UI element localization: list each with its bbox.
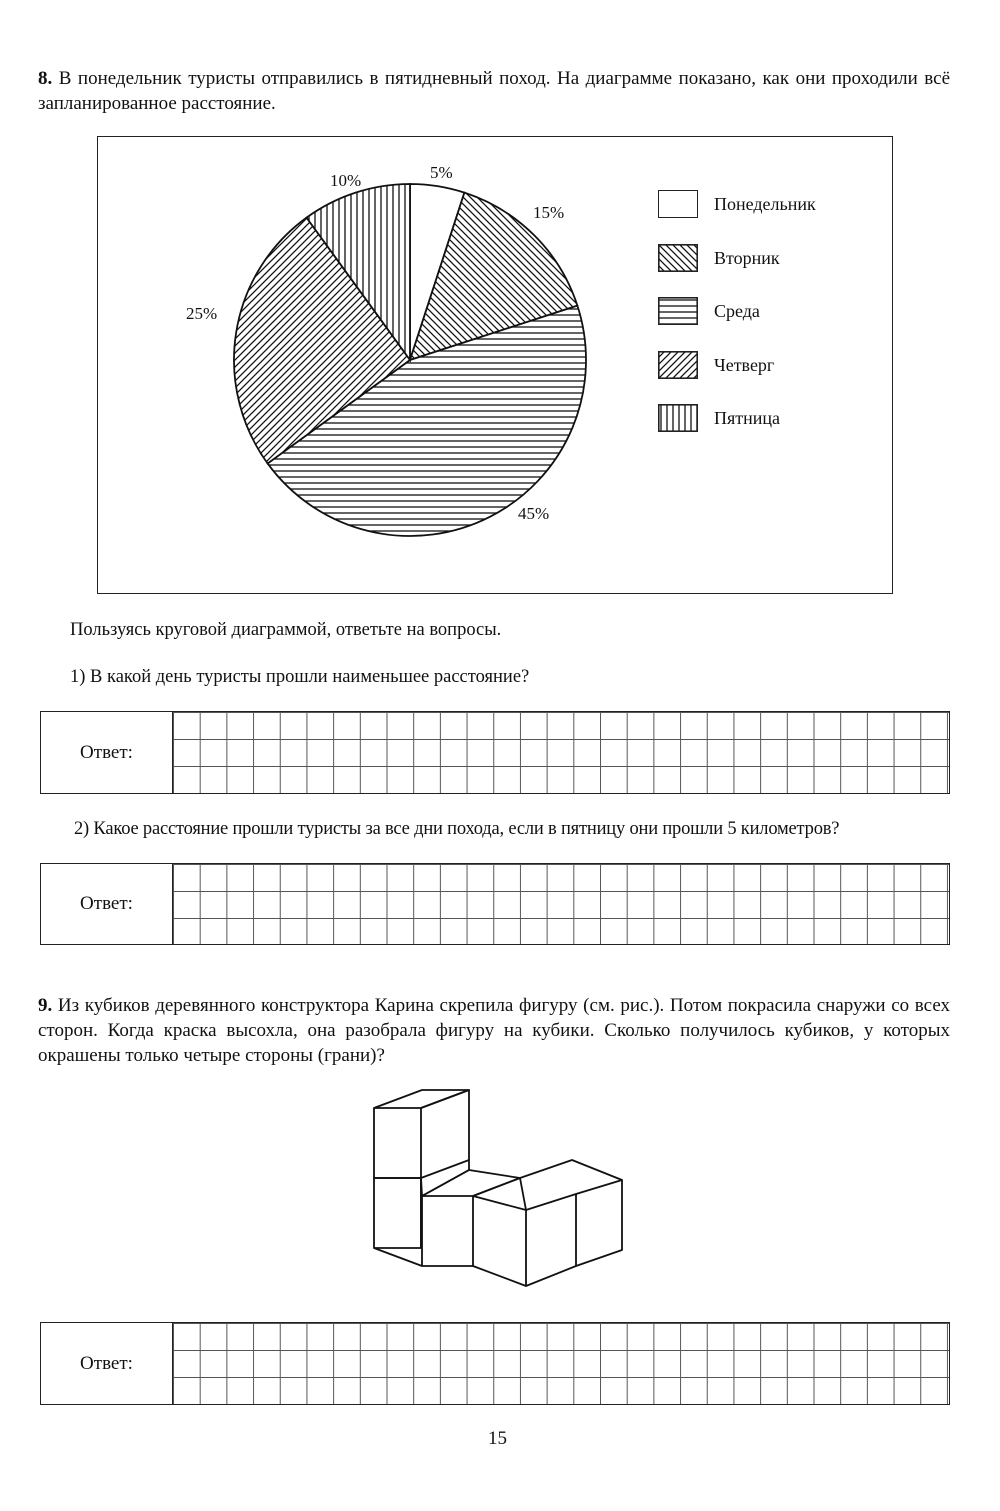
pie-label-thursday: 25% [186, 304, 218, 323]
answer-label-3: Ответ: [41, 1323, 173, 1404]
task8-instruction: Пользуясь круговой диаграммой, ответьте на вопросы. [70, 620, 502, 640]
pie-chart [0, 0, 1000, 620]
answer-grid-1[interactable] [173, 712, 949, 793]
task9-number: 9. [38, 995, 53, 1016]
legend-label-wednesday: Среда [714, 301, 760, 321]
legend-label-friday: Пятница [714, 408, 781, 428]
legend-swatch-tuesday [658, 244, 698, 272]
cube-front-bottom-left [374, 1178, 421, 1248]
task8-body: В понедельник туристы отправились в пятидневный поход. На диаграмме показано, как они проходили всё запланированное расстояние. [38, 68, 951, 114]
legend-swatch-thursday [658, 351, 698, 379]
cube-top-row [422, 1160, 622, 1266]
legend-label-thursday: Четверг [714, 355, 775, 375]
answer-grid-3[interactable] [173, 1323, 949, 1404]
answer-box-1[interactable] [40, 711, 950, 794]
cube-front-right [473, 1194, 576, 1286]
legend-swatch-wednesday [658, 297, 698, 325]
legend-label-monday: Понедельник [714, 194, 816, 214]
task9-text [38, 993, 950, 1068]
cube-side-tall [421, 1090, 469, 1178]
task9-body: Из кубиков деревянного конструктора Карина скрепила фигуру (см. рис.). Потом покрасила снаружи со всех сторон. Когда краска высохла, она разобрала фигуру на кубики. Сколько получилось кубиков, у которых окрашены только четыре стороны (грани)? [38, 995, 950, 1066]
page-number: 15 [488, 1428, 507, 1449]
cube-middle [374, 1170, 520, 1266]
legend-swatch-monday [658, 190, 698, 218]
task8-number: 8. [38, 68, 53, 89]
answer-grid-2[interactable] [173, 864, 949, 944]
pie-label-tuesday: 15% [533, 203, 565, 222]
answer-box-2[interactable] [40, 863, 950, 945]
cube-figure [360, 1080, 640, 1300]
answer-box-3[interactable] [40, 1322, 950, 1405]
cube-top-tall [374, 1090, 469, 1108]
pie-label-wednesday: 45% [518, 504, 550, 523]
answer-label-1: Ответ: [41, 712, 173, 793]
task8-question-2: 2) Какое расстояние прошли туристы за все дни похода, если в пятницу они прошли 5 километров? [74, 819, 840, 839]
answer-label-2: Ответ: [41, 864, 173, 944]
cube-front-top-left [374, 1108, 421, 1178]
legend-swatch-friday [658, 404, 698, 432]
pie-label-friday: 10% [330, 171, 362, 190]
legend-label-tuesday: Вторник [714, 248, 780, 268]
task8-question-1: 1) В какой день туристы прошли наименьшее расстояние? [70, 667, 530, 687]
pie-label-monday: 5% [430, 163, 453, 182]
